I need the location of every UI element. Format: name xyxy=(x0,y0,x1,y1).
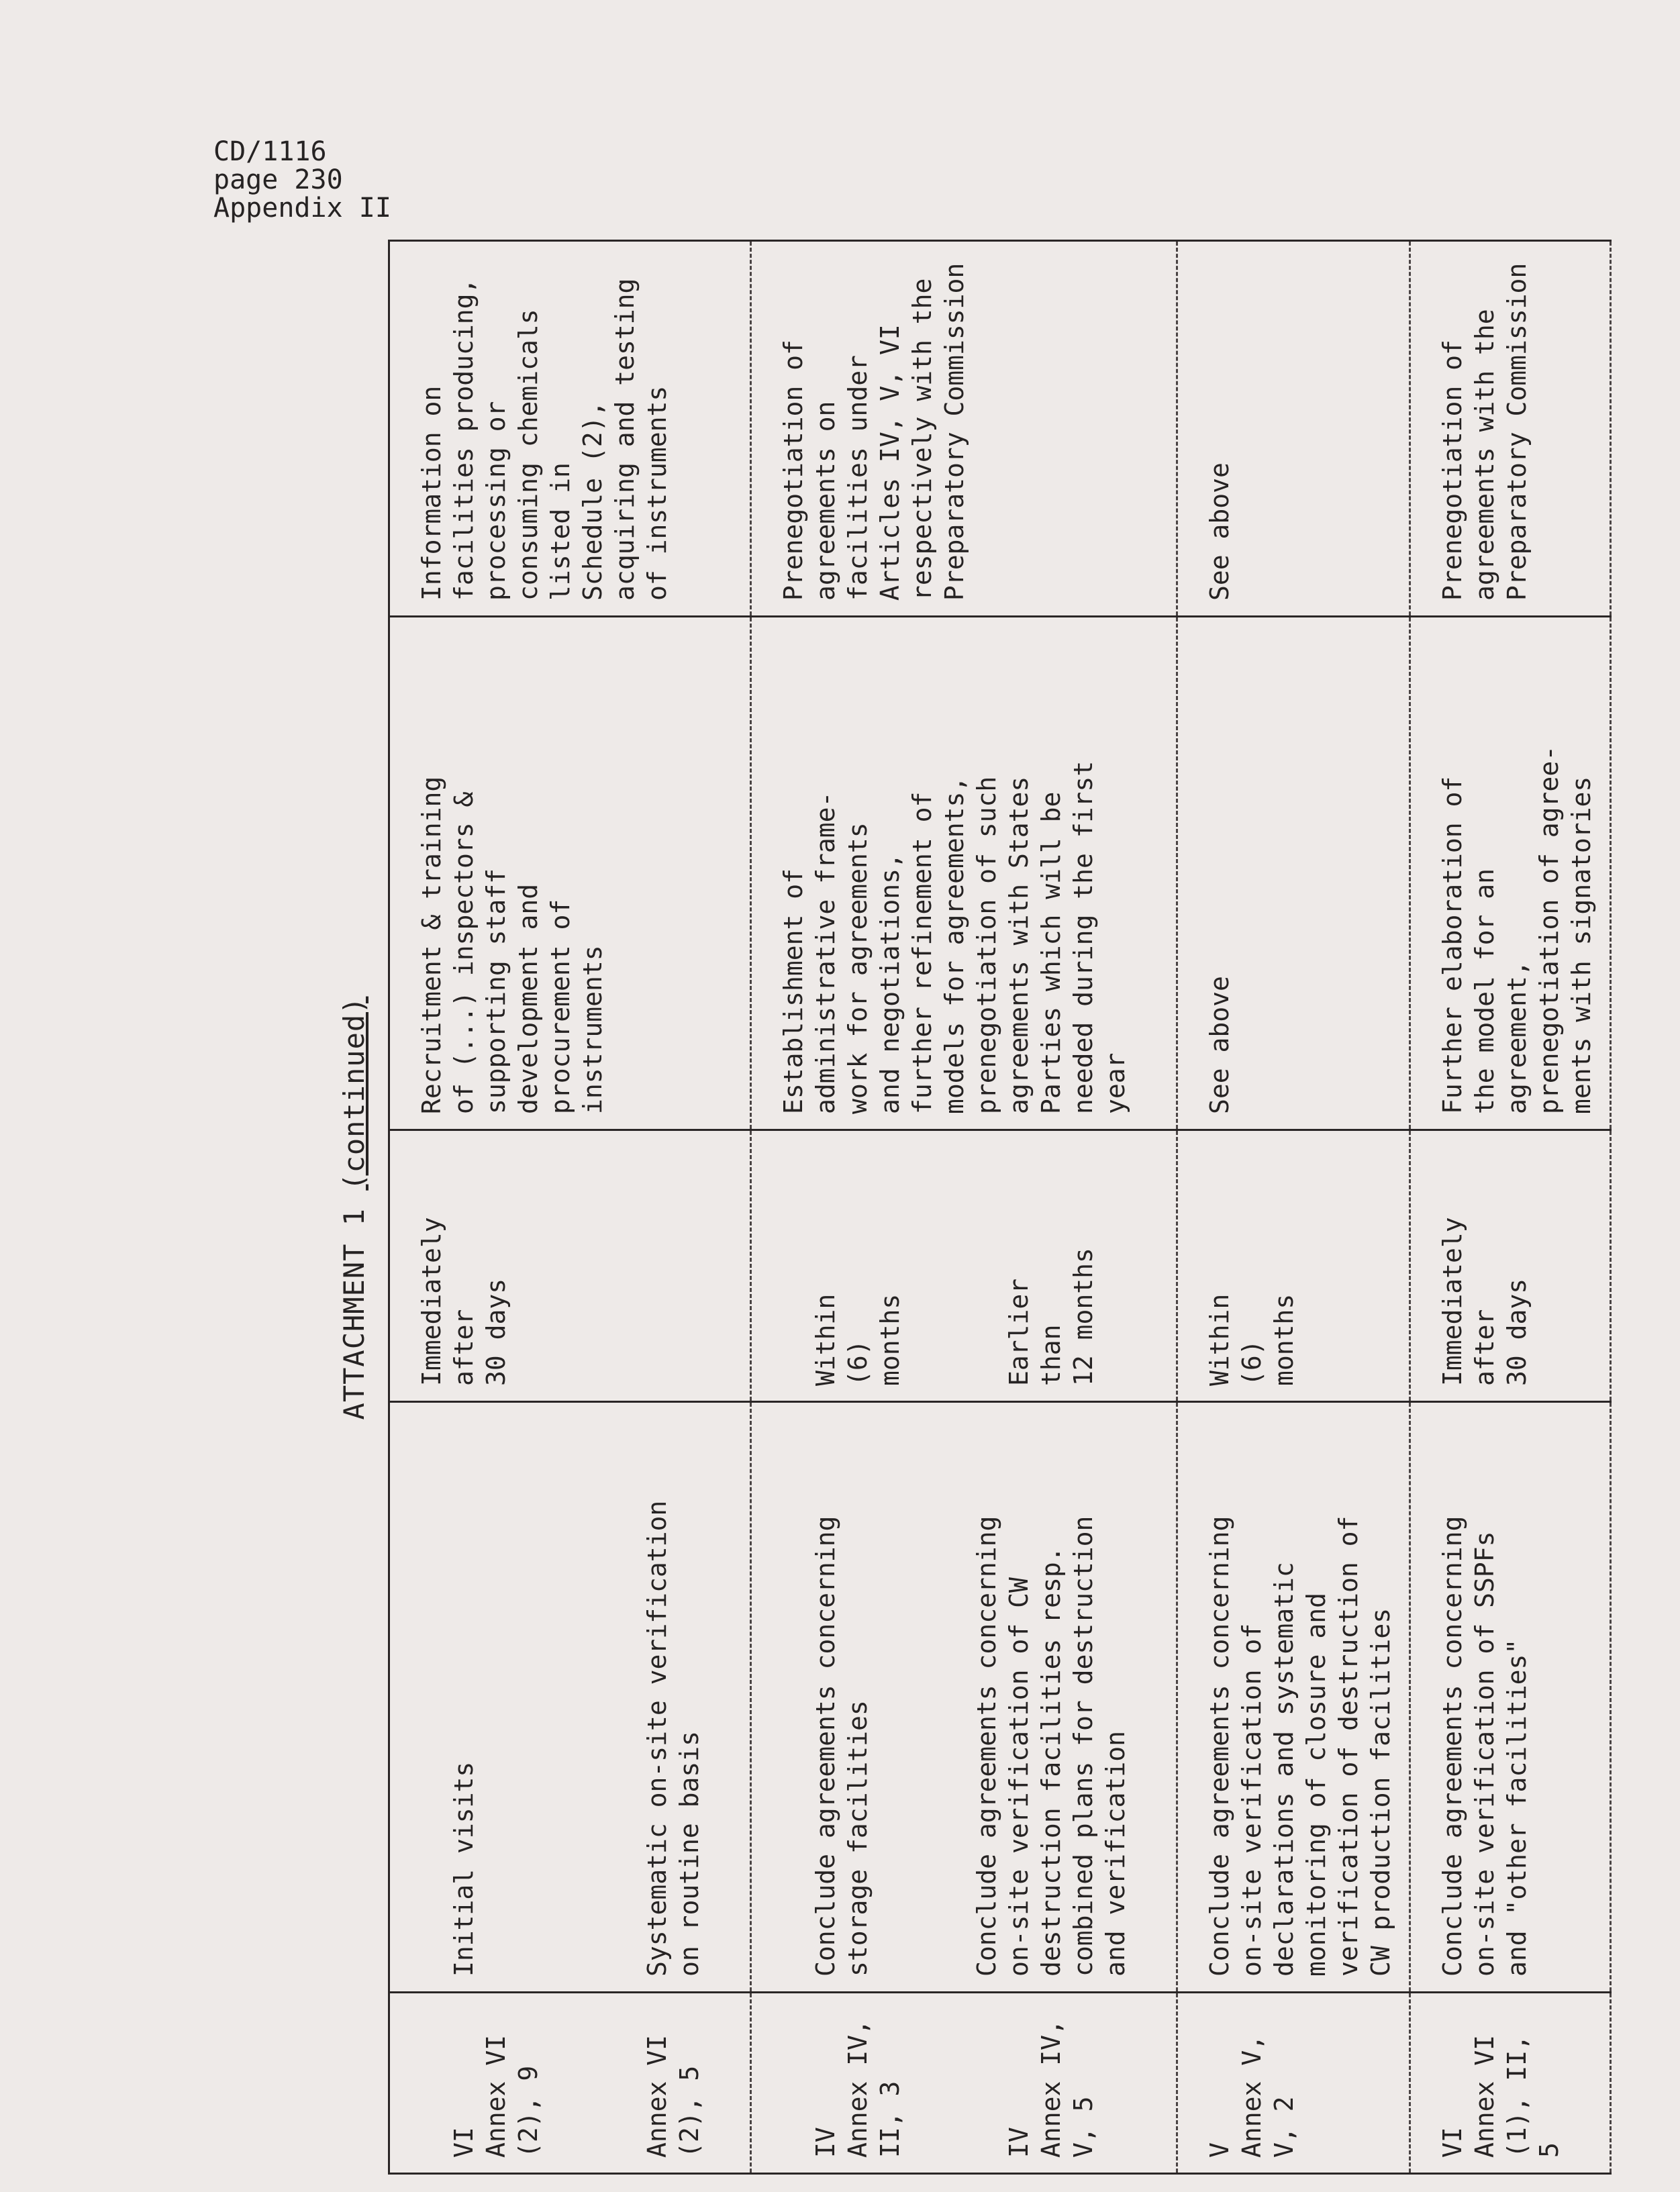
article-cell: V Annex V, V, 2 xyxy=(1177,1993,1410,2174)
article-ref: Annex VI (2), 5 xyxy=(642,2034,704,2158)
commission-cell: See above xyxy=(1177,241,1410,617)
activity-text: Conclude agreements concerning on-site verification of CW destruction facilities resp. combined plans for destruction and verification xyxy=(972,1515,1130,1977)
appendix-label: Appendix II xyxy=(213,193,391,223)
attachment-title-main: ATTACHMENT 1 xyxy=(338,1190,370,1420)
page-header xyxy=(213,138,391,222)
page-number: page 230 xyxy=(213,164,343,195)
attachment-table xyxy=(388,240,1612,2175)
timing-cell xyxy=(751,1130,1177,1402)
table-row xyxy=(1410,241,1611,2174)
attachment-title xyxy=(321,242,388,2175)
timing-cell: Immediately after 30 days xyxy=(1410,1130,1611,1402)
activity-text: Conclude agreements concerning storage facilities xyxy=(811,1515,873,1977)
article-ref: IV Annex IV, II, 3 xyxy=(811,2020,905,2158)
table-row xyxy=(751,241,1177,2174)
activity-cell xyxy=(751,1402,1177,1993)
secretariat-cell: Establishment of administrative frame- work for agreements and negotiations, further refinement of models for agreements, prenegotiation of such agreements with States Parties which will be needed during the first year xyxy=(751,617,1177,1130)
activity-cell: Conclude agreements concerning on-site verification of declarations and systematic monitoring of closure and verification of destruction of CW production facilities xyxy=(1177,1402,1410,1993)
secretariat-cell: Further elaboration of the model for an agreement, prenegotiation of agree- ments with signatories xyxy=(1410,617,1611,1130)
commission-cell: Prenegotiation of agreements on facilities under Articles IV, V, VI respectively with the Preparatory Commission xyxy=(751,241,1177,617)
secretariat-cell: Recruitment & training of (...) inspectors & supporting staff development and procurement of instruments xyxy=(389,617,751,1130)
attachment-title-continued: (continued) xyxy=(338,996,370,1191)
table-row xyxy=(1177,241,1410,2174)
rotated-table-page xyxy=(321,242,1596,2175)
commission-cell: Information on facilities producing, processing or consuming chemicals listed in Schedule (2), acquiring and testing of instruments xyxy=(389,241,751,617)
article-cell xyxy=(389,1993,751,2174)
activity-text: Systematic on-site verification on routine basis xyxy=(642,1500,704,1977)
activity-cell: Conclude agreements concerning on-site verification of SSPFs and "other facilities" xyxy=(1410,1402,1611,1993)
commission-cell: Prenegotiation of agreements with the Preparatory Commission xyxy=(1410,241,1611,617)
timing-cell: Immediately after 30 days xyxy=(389,1130,751,1402)
article-ref: IV Annex IV, V, 5 xyxy=(1004,2020,1098,2158)
timing-cell: Within (6) months xyxy=(1177,1130,1410,1402)
article-cell: VI Annex VI (1), II, 5 xyxy=(1410,1993,1611,2174)
activity-cell xyxy=(389,1402,751,1993)
article-ref: VI Annex VI (2), 9 xyxy=(449,2034,543,2158)
timing-text: Within (6) months xyxy=(811,1293,905,1386)
secretariat-cell: See above xyxy=(1177,617,1410,1130)
document-id: CD/1116 xyxy=(213,136,327,167)
activity-text: Initial visits xyxy=(449,1761,479,1977)
table-row xyxy=(389,241,751,2174)
timing-text: Earlier than 12 months xyxy=(1004,1248,1098,1386)
article-cell xyxy=(751,1993,1177,2174)
